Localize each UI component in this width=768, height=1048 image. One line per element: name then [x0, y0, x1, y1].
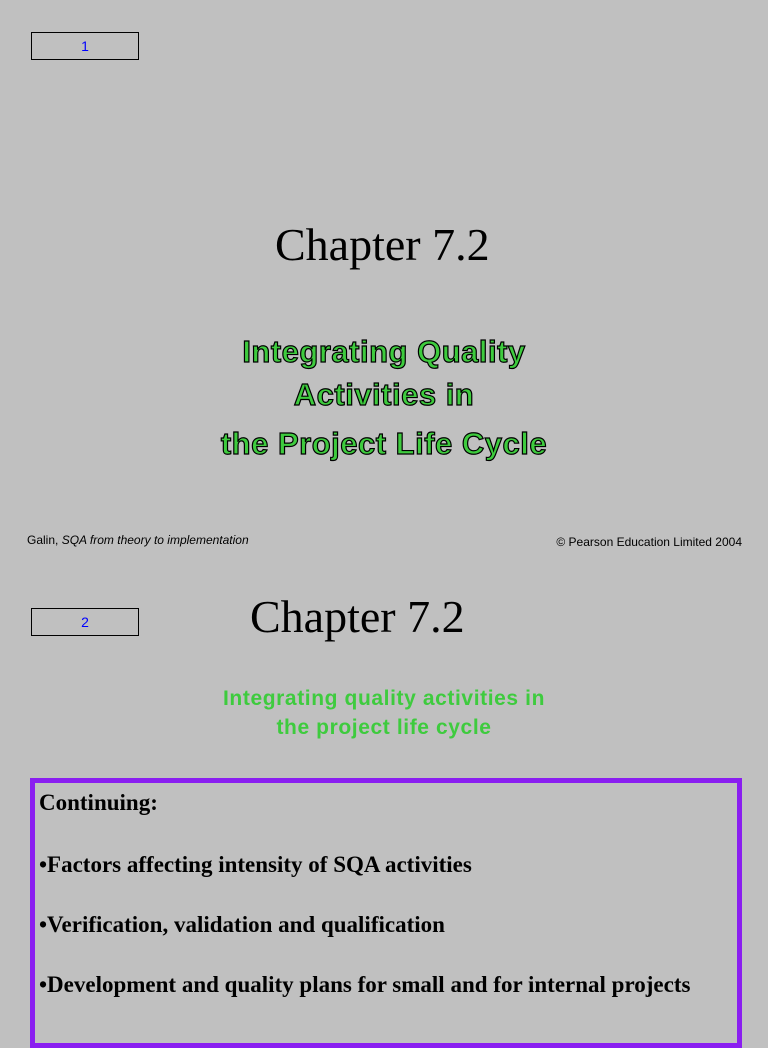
footer-copyright: © Pearson Education Limited 2004 [556, 535, 742, 549]
bullet-item-2: •Verification, validation and qualification [39, 912, 445, 937]
subtitle-1 [0, 330, 768, 465]
subtitle-2-line-1: Integrating quality activities in [222, 687, 546, 710]
footer-author: Galin, [27, 533, 62, 547]
subtitle-2 [0, 684, 768, 742]
slide-number-box-1 [31, 32, 139, 60]
slide-number-box-2 [31, 608, 139, 636]
slide-number-1: 1 [81, 38, 89, 54]
footer-book-title: SQA from theory to implementation [61, 533, 249, 547]
subtitle-2-line-2: the project life cycle [276, 716, 492, 739]
subtitle-1-line-2: Activities in [293, 377, 475, 412]
subtitle-1-line-1: Integrating Quality [242, 334, 526, 369]
chapter-title-1: Chapter 7.2 [275, 219, 490, 270]
chapter-title-2: Chapter 7.2 [250, 591, 465, 642]
content-heading: Continuing: [39, 790, 158, 815]
subtitle-1-line-3: the Project Life Cycle [220, 426, 548, 461]
slide-number-2: 2 [81, 614, 89, 630]
bullet-item-1: •Factors affecting intensity of SQA activities [39, 852, 472, 877]
content-box [30, 778, 742, 1048]
bullet-item-3: •Development and quality plans for small and for internal projects [39, 972, 691, 997]
footer-citation [27, 533, 249, 547]
